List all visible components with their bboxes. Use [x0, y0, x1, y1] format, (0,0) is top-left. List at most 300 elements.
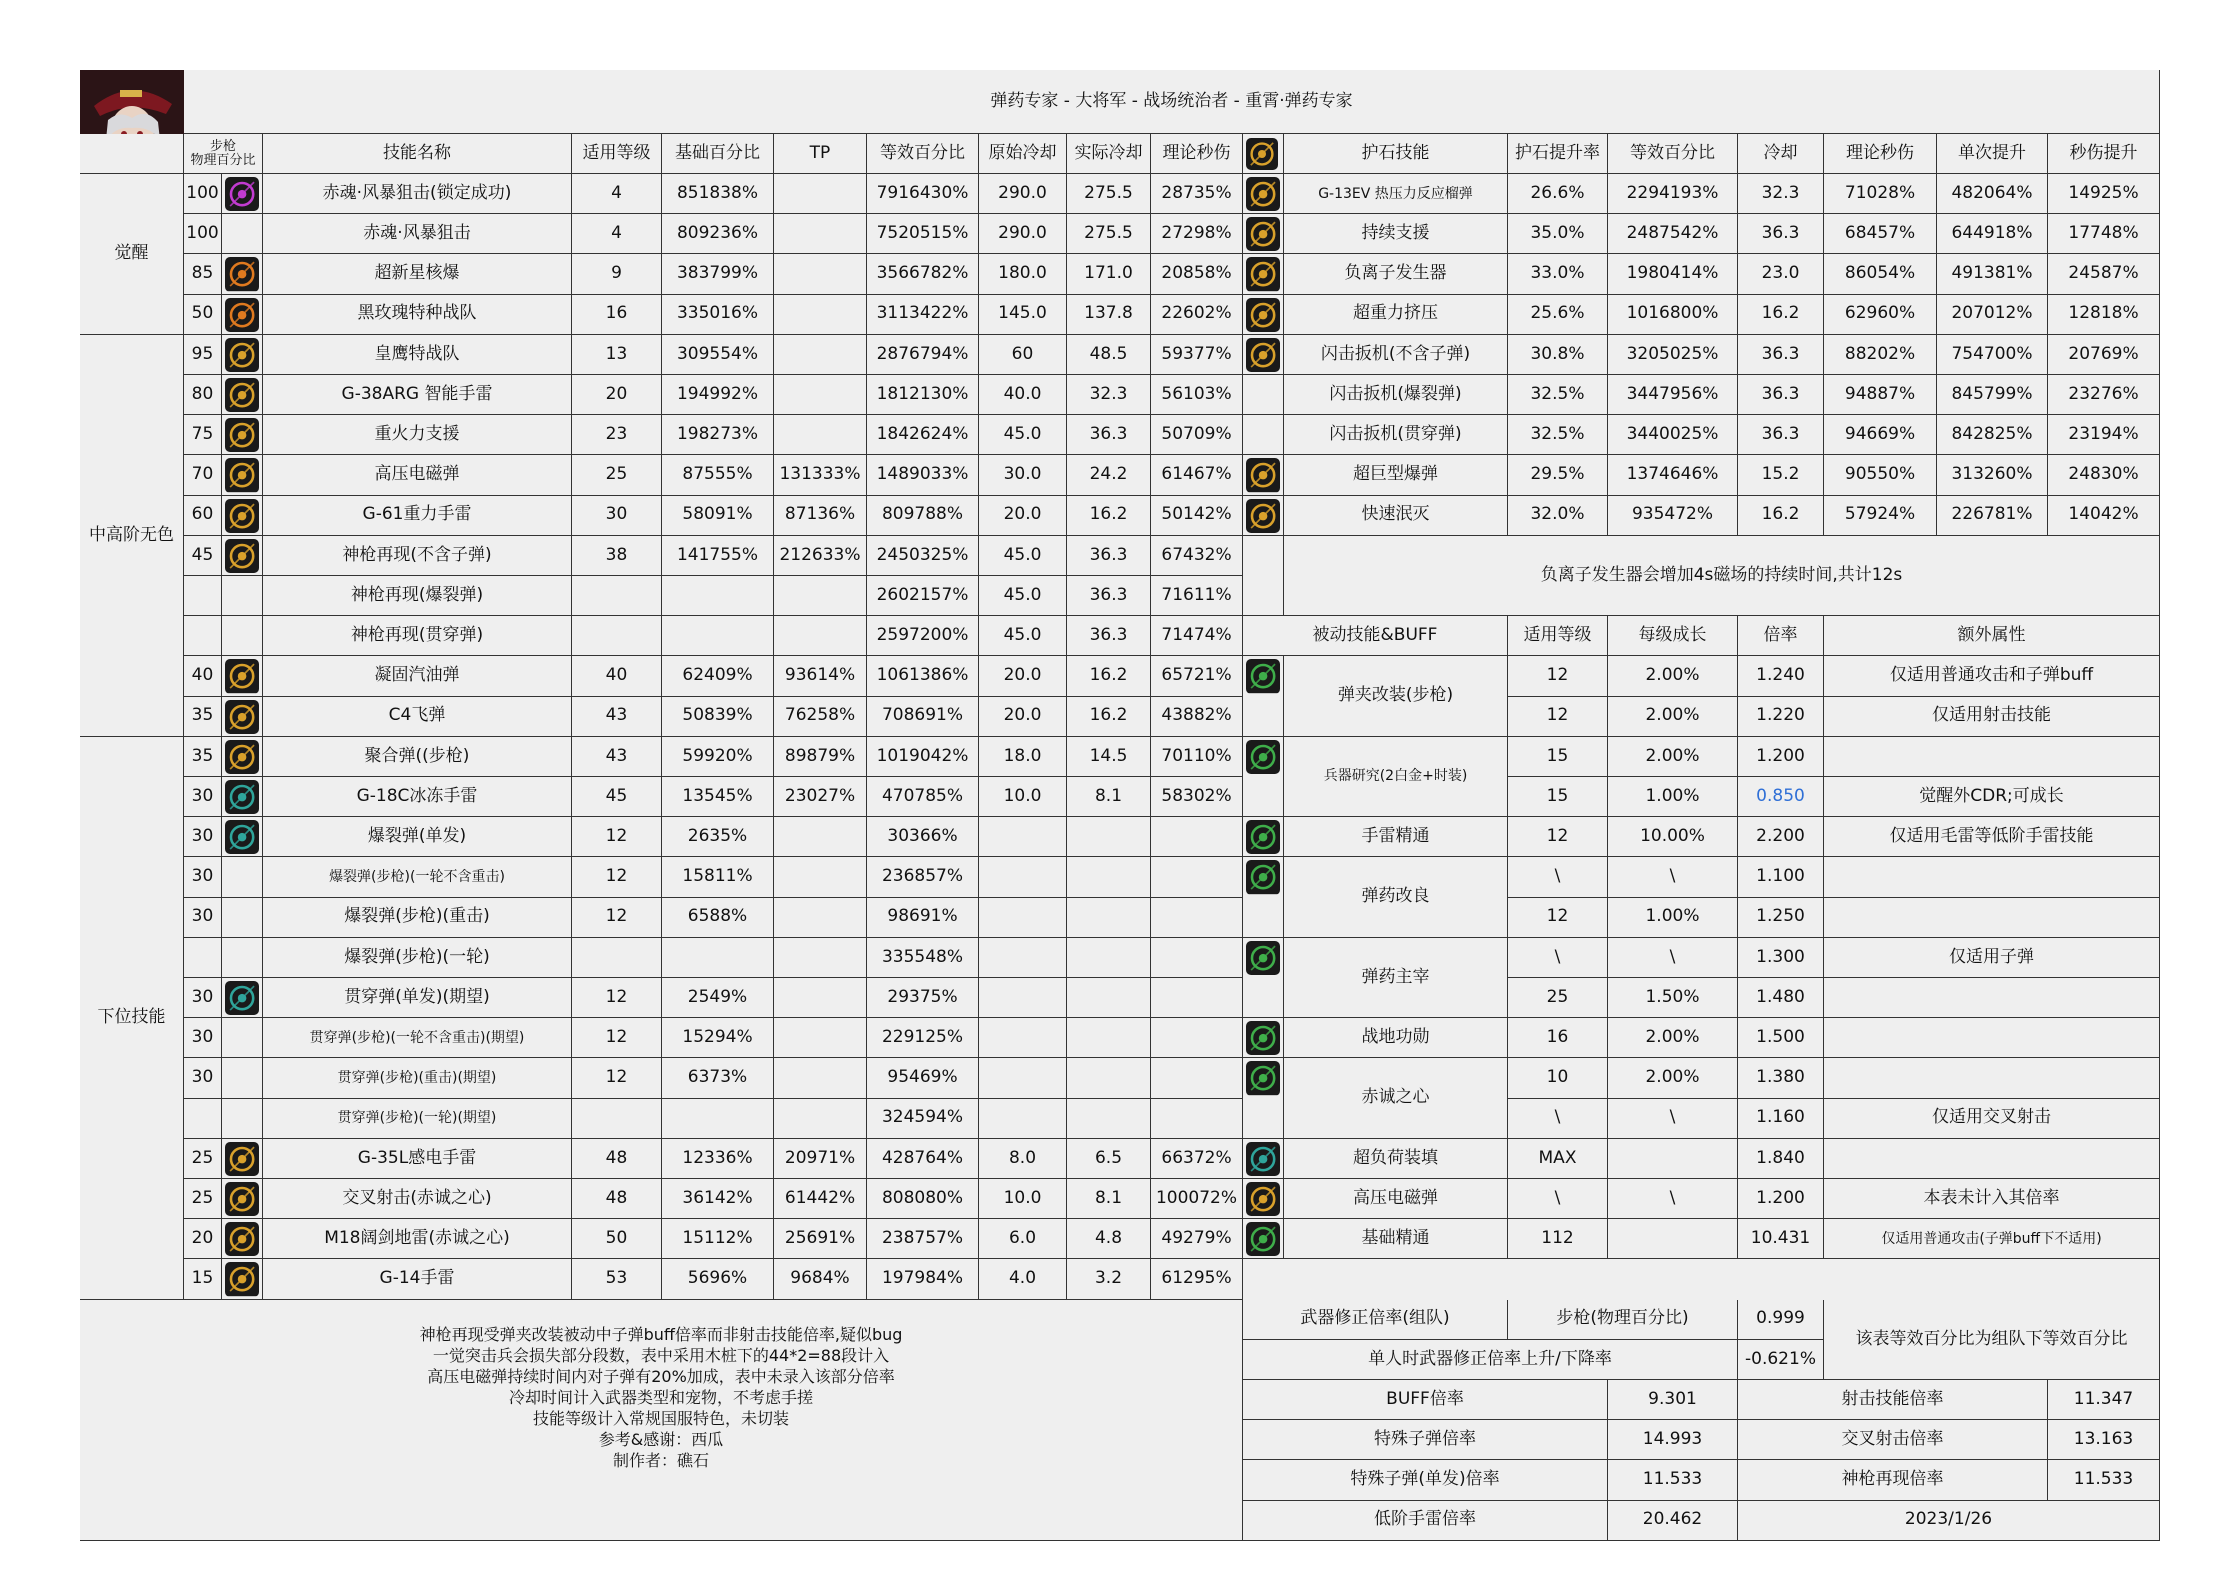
icon-cell: [222, 938, 263, 978]
skill-equiv: 2597200%: [867, 616, 979, 656]
skill-icon: [225, 981, 259, 1015]
skill-pct: 80: [184, 375, 222, 415]
skill-equiv: 324594%: [867, 1099, 979, 1139]
passive-level: 15: [1508, 737, 1608, 777]
summary-value: 11.533: [2048, 1460, 2160, 1500]
passive-growth: 1.50%: [1608, 978, 1738, 1018]
stone-cd: 16.2: [1738, 295, 1824, 335]
skill-icon: [225, 257, 259, 291]
passive-extra: [1824, 898, 2160, 938]
header-tp: TP: [774, 134, 867, 174]
skill-base: 15294%: [662, 1018, 774, 1058]
header-pct: 步枪 物理百分比: [184, 134, 263, 174]
stone-rate: 32.5%: [1508, 415, 1608, 455]
skill-pct: [184, 938, 222, 978]
skill-orig-cd: 45.0: [979, 536, 1067, 576]
passive-extra: [1824, 1018, 2160, 1058]
skill-pct: [184, 616, 222, 656]
skill-dps: 70110%: [1151, 737, 1243, 777]
stone-dps-up: 14042%: [2048, 496, 2160, 536]
skill-real-cd: 171.0: [1067, 254, 1151, 294]
skill-real-cd: [1067, 857, 1151, 897]
skill-level: 53: [572, 1259, 662, 1299]
skill-orig-cd: 20.0: [979, 656, 1067, 696]
skill-name: 高压电磁弹: [263, 455, 572, 495]
passive-icon: [1246, 659, 1280, 693]
skill-orig-cd: [979, 1018, 1067, 1058]
skill-tp: 93614%: [774, 656, 867, 696]
skill-tp: [774, 978, 867, 1018]
passive-growth: [1608, 1219, 1738, 1259]
skill-name: 凝固汽油弹: [263, 656, 572, 696]
skill-name: 贯穿弹(步枪)(一轮不含重击)(期望): [263, 1018, 572, 1058]
skill-icon: [225, 659, 259, 693]
skill-real-cd: 275.5: [1067, 214, 1151, 254]
skill-name: G-38ARG 智能手雷: [263, 375, 572, 415]
skill-dps: 71611%: [1151, 576, 1243, 616]
skill-dps: [1151, 857, 1243, 897]
skill-real-cd: 16.2: [1067, 496, 1151, 536]
passive-level: 12: [1508, 656, 1608, 696]
skill-base: 15112%: [662, 1219, 774, 1259]
skill-tp: [774, 616, 867, 656]
skill-orig-cd: 60: [979, 335, 1067, 375]
skill-tp: [774, 375, 867, 415]
passive-growth: [1608, 1139, 1738, 1179]
skill-real-cd: 3.2: [1067, 1259, 1151, 1299]
skill-real-cd: 8.1: [1067, 1179, 1151, 1219]
skill-base: 851838%: [662, 174, 774, 214]
skill-pct: 50: [184, 295, 222, 335]
skill-base: 50839%: [662, 697, 774, 737]
skill-real-cd: 36.3: [1067, 415, 1151, 455]
skill-dps: [1151, 898, 1243, 938]
passive-rate: 1.480: [1738, 978, 1824, 1018]
skill-tp: [774, 415, 867, 455]
passive-rate: 1.250: [1738, 898, 1824, 938]
summary-key: 特殊子弹(单发)倍率: [1243, 1460, 1608, 1500]
skill-base: 62409%: [662, 656, 774, 696]
stone-dps: 71028%: [1824, 174, 1937, 214]
stone-header-icon: [1246, 138, 1278, 170]
stone-dps-up: 20769%: [2048, 335, 2160, 375]
passive-icon: [1246, 740, 1280, 774]
skill-dps: 22602%: [1151, 295, 1243, 335]
skill-level: 4: [572, 214, 662, 254]
passive-growth: 2.00%: [1608, 1058, 1738, 1098]
summary-value: 13.163: [2048, 1420, 2160, 1460]
passive-icon: [1246, 1142, 1280, 1176]
skill-pct: 35: [184, 697, 222, 737]
skill-tp: 76258%: [774, 697, 867, 737]
skill-level: 16: [572, 295, 662, 335]
skill-equiv: 808080%: [867, 1179, 979, 1219]
skill-level: 12: [572, 817, 662, 857]
summary-value: 9.301: [1608, 1380, 1738, 1420]
passive-level: 10: [1508, 1058, 1608, 1098]
skill-pct: 75: [184, 415, 222, 455]
passive-icon: [1246, 1182, 1280, 1216]
passive-extra: [1824, 978, 2160, 1018]
skill-icon: [225, 298, 259, 332]
passive-rate: 10.431: [1738, 1219, 1824, 1259]
skill-orig-cd: 8.0: [979, 1139, 1067, 1179]
stone-name: G-13EV 热压力反应榴弹: [1284, 174, 1508, 214]
skill-base: 6588%: [662, 898, 774, 938]
skill-pct: 25: [184, 1139, 222, 1179]
skill-level: [572, 616, 662, 656]
passive-rate: 0.850: [1738, 777, 1824, 817]
skill-base: 194992%: [662, 375, 774, 415]
passive-rate: 1.100: [1738, 857, 1824, 897]
skill-name: M18阔剑地雷(赤诚之心): [263, 1219, 572, 1259]
stone-single: 207012%: [1937, 295, 2048, 335]
skill-level: 20: [572, 375, 662, 415]
header-skill-name: 技能名称: [263, 134, 572, 174]
skill-pct: 30: [184, 857, 222, 897]
stone-dps-up: 24830%: [2048, 455, 2160, 495]
skill-real-cd: [1067, 817, 1151, 857]
passive-name: 基础精通: [1284, 1219, 1508, 1259]
skill-name: 贯穿弹(步枪)(一轮)(期望): [263, 1099, 572, 1139]
note-line: 制作者：礁石: [612, 1450, 709, 1470]
passive-level: 12: [1508, 697, 1608, 737]
skill-equiv: 1489033%: [867, 455, 979, 495]
passive-extra: 仅适用交叉射击: [1824, 1099, 2160, 1139]
icon-cell: [222, 214, 263, 254]
skill-name: C4飞弹: [263, 697, 572, 737]
skill-dps: 49279%: [1151, 1219, 1243, 1259]
stone-dps-up: 23194%: [2048, 415, 2160, 455]
skill-icon: [225, 539, 259, 573]
icon-cell: [222, 857, 263, 897]
skill-icon: [225, 338, 259, 372]
stone-cd: 23.0: [1738, 254, 1824, 294]
skill-real-cd: 8.1: [1067, 777, 1151, 817]
skill-level: 12: [572, 1058, 662, 1098]
skill-orig-cd: 45.0: [979, 616, 1067, 656]
passive-growth: 10.00%: [1608, 817, 1738, 857]
passive-header-name: 被动技能&BUFF: [1243, 616, 1508, 656]
passive-header-growth: 每级成长: [1608, 616, 1738, 656]
skill-orig-cd: 45.0: [979, 576, 1067, 616]
skill-base: 141755%: [662, 536, 774, 576]
skill-base: 87555%: [662, 455, 774, 495]
passive-growth: 2.00%: [1608, 737, 1738, 777]
stone-name: 闪击扳机(爆裂弹): [1284, 375, 1508, 415]
skill-dps: 66372%: [1151, 1139, 1243, 1179]
stone-header-name: 护石技能: [1284, 134, 1508, 174]
skill-level: 48: [572, 1179, 662, 1219]
passive-extra: [1824, 857, 2160, 897]
stone-equiv: 2294193%: [1608, 174, 1738, 214]
stone-single: 313260%: [1937, 455, 2048, 495]
skill-base: 12336%: [662, 1139, 774, 1179]
skill-base: 15811%: [662, 857, 774, 897]
skill-name: 贯穿弹(单发)(期望): [263, 978, 572, 1018]
stone-icon: [1246, 499, 1280, 533]
skill-pct: 25: [184, 1179, 222, 1219]
header-equiv: 等效百分比: [867, 134, 979, 174]
stone-dps-up: 23276%: [2048, 375, 2160, 415]
passive-name: 兵器研究(2白金+时装): [1284, 737, 1508, 817]
skill-tp: 9684%: [774, 1259, 867, 1299]
skill-name: G-61重力手雷: [263, 496, 572, 536]
skill-equiv: 1842624%: [867, 415, 979, 455]
note-line: 神枪再现受弹夹改装被动中子弹buff倍率而非射击技能倍率,疑似bug: [419, 1324, 903, 1344]
skill-pct: 30: [184, 1058, 222, 1098]
passive-growth: 1.00%: [1608, 777, 1738, 817]
skill-equiv: 1812130%: [867, 375, 979, 415]
skill-equiv: 236857%: [867, 857, 979, 897]
skill-dps: 50142%: [1151, 496, 1243, 536]
passive-level: 12: [1508, 817, 1608, 857]
passive-extra: [1824, 1058, 2160, 1098]
skill-tp: 23027%: [774, 777, 867, 817]
skill-level: 50: [572, 1219, 662, 1259]
stone-equiv: 2487542%: [1608, 214, 1738, 254]
stone-rate: 35.0%: [1508, 214, 1608, 254]
skill-dps: [1151, 938, 1243, 978]
skill-name: 重火力支援: [263, 415, 572, 455]
skill-pct: 35: [184, 737, 222, 777]
skill-pct: 15: [184, 1259, 222, 1299]
skill-equiv: 1061386%: [867, 656, 979, 696]
stone-rate: 30.8%: [1508, 335, 1608, 375]
skill-real-cd: 36.3: [1067, 576, 1151, 616]
header-orig-cd: 原始冷却: [979, 134, 1067, 174]
stone-rate: 29.5%: [1508, 455, 1608, 495]
stone-dps-up: 14925%: [2048, 174, 2160, 214]
summary-key: 特殊子弹倍率: [1243, 1420, 1608, 1460]
stone-equiv: 3447956%: [1608, 375, 1738, 415]
skill-tp: [774, 1058, 867, 1098]
passive-level: 15: [1508, 777, 1608, 817]
skill-name: G-14手雷: [263, 1259, 572, 1299]
stone-icon: [1246, 338, 1280, 372]
skill-level: 38: [572, 536, 662, 576]
passive-header-extra: 额外属性: [1824, 616, 2160, 656]
skill-dps: 43882%: [1151, 697, 1243, 737]
passive-name: 弹药主宰: [1284, 938, 1508, 1018]
skill-dps: 27298%: [1151, 214, 1243, 254]
skill-base: 5696%: [662, 1259, 774, 1299]
skill-real-cd: 36.3: [1067, 536, 1151, 576]
skill-dps: 61467%: [1151, 455, 1243, 495]
skill-name: G-18C冰冻手雷: [263, 777, 572, 817]
skill-real-cd: 24.2: [1067, 455, 1151, 495]
header-level: 适用等级: [572, 134, 662, 174]
skill-orig-cd: 30.0: [979, 455, 1067, 495]
skill-icon: [225, 1182, 259, 1216]
solo-label: 单人时武器修正倍率上升/下降率: [1243, 1340, 1738, 1380]
stone-header-dps: 理论秒伤: [1824, 134, 1937, 174]
icon-cell: [1243, 415, 1284, 455]
skill-pct: 40: [184, 656, 222, 696]
passive-rate: 1.300: [1738, 938, 1824, 978]
passive-extra: 本表未计入其倍率: [1824, 1179, 2160, 1219]
skill-name: 赤魂·风暴狙击: [263, 214, 572, 254]
skill-orig-cd: 290.0: [979, 214, 1067, 254]
skill-base: 335016%: [662, 295, 774, 335]
stone-cd: 36.3: [1738, 335, 1824, 375]
skill-equiv: 98691%: [867, 898, 979, 938]
summary-value: 11.533: [1608, 1460, 1738, 1500]
passive-level: \: [1508, 857, 1608, 897]
skill-icon: [225, 177, 259, 211]
skill-tp: 61442%: [774, 1179, 867, 1219]
skill-dps: [1151, 1018, 1243, 1058]
skill-level: 43: [572, 697, 662, 737]
stone-icon: [1246, 217, 1280, 251]
skill-pct: 95: [184, 335, 222, 375]
passive-icon: [1246, 1061, 1280, 1095]
skill-real-cd: 4.8: [1067, 1219, 1151, 1259]
skill-orig-cd: 10.0: [979, 777, 1067, 817]
skill-dps: [1151, 978, 1243, 1018]
stone-name: 超重力挤压: [1284, 295, 1508, 335]
header-dps: 理论秒伤: [1151, 134, 1243, 174]
passive-name: 弹药改良: [1284, 857, 1508, 937]
passive-level: \: [1508, 1179, 1608, 1219]
skill-real-cd: [1067, 1058, 1151, 1098]
skill-orig-cd: 180.0: [979, 254, 1067, 294]
passive-level: 12: [1508, 898, 1608, 938]
passive-level: 16: [1508, 1018, 1608, 1058]
passive-name: 超负荷装填: [1284, 1139, 1508, 1179]
skill-equiv: 335548%: [867, 938, 979, 978]
stone-dps-up: 12818%: [2048, 295, 2160, 335]
skill-tp: [774, 938, 867, 978]
skill-dps: 28735%: [1151, 174, 1243, 214]
skill-equiv: 229125%: [867, 1018, 979, 1058]
stone-cd: 36.3: [1738, 415, 1824, 455]
skill-base: 36142%: [662, 1179, 774, 1219]
skill-equiv: 29375%: [867, 978, 979, 1018]
skill-icon: [225, 499, 259, 533]
stone-rate: 33.0%: [1508, 254, 1608, 294]
skill-pct: 60: [184, 496, 222, 536]
group-label: 觉醒: [80, 174, 184, 335]
skill-orig-cd: [979, 978, 1067, 1018]
skill-base: 309554%: [662, 335, 774, 375]
passive-growth: 2.00%: [1608, 1018, 1738, 1058]
skill-pct: 30: [184, 817, 222, 857]
stone-rate: 26.6%: [1508, 174, 1608, 214]
skill-real-cd: [1067, 898, 1151, 938]
skill-real-cd: 6.5: [1067, 1139, 1151, 1179]
passive-growth: 1.00%: [1608, 898, 1738, 938]
skill-pct: [184, 1099, 222, 1139]
passive-rate: 1.160: [1738, 1099, 1824, 1139]
passive-level: 25: [1508, 978, 1608, 1018]
skill-level: 45: [572, 777, 662, 817]
note-line: 一觉突击兵会损失部分段数，表中采用木桩下的44*2=88段计入: [432, 1345, 890, 1365]
passive-growth: \: [1608, 1099, 1738, 1139]
skill-tp: [774, 817, 867, 857]
stone-header-cd: 冷却: [1738, 134, 1824, 174]
passive-growth: \: [1608, 938, 1738, 978]
skill-icon: [225, 780, 259, 814]
skill-real-cd: 137.8: [1067, 295, 1151, 335]
stone-equiv: 1374646%: [1608, 455, 1738, 495]
skill-equiv: 95469%: [867, 1058, 979, 1098]
skill-name: 超新星核爆: [263, 254, 572, 294]
skill-pct: 45: [184, 536, 222, 576]
icon-cell: [222, 1099, 263, 1139]
skill-base: [662, 938, 774, 978]
skill-icon: [225, 1262, 259, 1296]
skill-orig-cd: [979, 938, 1067, 978]
weapon-label: 武器修正倍率(组队): [1243, 1300, 1508, 1340]
skill-level: 9: [572, 254, 662, 294]
skill-tp: [774, 898, 867, 938]
skill-orig-cd: 18.0: [979, 737, 1067, 777]
skill-tp: [774, 576, 867, 616]
skill-equiv: 708691%: [867, 697, 979, 737]
stone-equiv: 3440025%: [1608, 415, 1738, 455]
skill-pct: 100: [184, 174, 222, 214]
skill-orig-cd: 20.0: [979, 697, 1067, 737]
skill-real-cd: 275.5: [1067, 174, 1151, 214]
skill-icon: [225, 378, 259, 412]
passive-rate: 2.200: [1738, 817, 1824, 857]
stone-name: 快速泯灭: [1284, 496, 1508, 536]
passive-rate: 1.220: [1738, 697, 1824, 737]
skill-name: 爆裂弹(单发): [263, 817, 572, 857]
skill-equiv: 238757%: [867, 1219, 979, 1259]
skill-icon: [225, 1142, 259, 1176]
skill-name: 爆裂弹(步枪)(一轮不含重击): [263, 857, 572, 897]
stone-rate: 25.6%: [1508, 295, 1608, 335]
stone-rate: 32.5%: [1508, 375, 1608, 415]
stone-dps: 94887%: [1824, 375, 1937, 415]
stone-cd: 36.3: [1738, 214, 1824, 254]
passive-icon: [1246, 860, 1280, 894]
skill-equiv: 809788%: [867, 496, 979, 536]
skill-base: 198273%: [662, 415, 774, 455]
passive-icon: [1246, 941, 1280, 975]
skill-equiv: 2602157%: [867, 576, 979, 616]
stone-name: 闪击扳机(贯穿弹): [1284, 415, 1508, 455]
skill-icon: [225, 820, 259, 854]
summary-value: 20.462: [1608, 1501, 1738, 1541]
skill-orig-cd: 145.0: [979, 295, 1067, 335]
stone-cd: 15.2: [1738, 455, 1824, 495]
skill-name: 交叉射击(赤诚之心): [263, 1179, 572, 1219]
skill-dps: [1151, 1099, 1243, 1139]
skill-level: 12: [572, 978, 662, 1018]
skill-pct: 30: [184, 978, 222, 1018]
skill-real-cd: [1067, 1018, 1151, 1058]
weapon-type: 步枪(物理百分比): [1508, 1300, 1738, 1340]
stone-header-dps-up: 秒伤提升: [2048, 134, 2160, 174]
summary-key: BUFF倍率: [1243, 1380, 1608, 1420]
passive-extra: 仅适用普通攻击和子弹buff: [1824, 656, 2160, 696]
skill-tp: [774, 174, 867, 214]
stone-cd: 16.2: [1738, 496, 1824, 536]
weapon-note: 该表等效百分比为组队下等效百分比: [1824, 1300, 2160, 1380]
passive-rate: 1.840: [1738, 1139, 1824, 1179]
skill-base: 2635%: [662, 817, 774, 857]
stone-single: 842825%: [1937, 415, 2048, 455]
summary-key: 低阶手雷倍率: [1243, 1501, 1608, 1541]
stone-single: 644918%: [1937, 214, 2048, 254]
skill-dps: 56103%: [1151, 375, 1243, 415]
skill-name: 神枪再现(爆裂弹): [263, 576, 572, 616]
skill-level: 23: [572, 415, 662, 455]
skill-level: 12: [572, 857, 662, 897]
